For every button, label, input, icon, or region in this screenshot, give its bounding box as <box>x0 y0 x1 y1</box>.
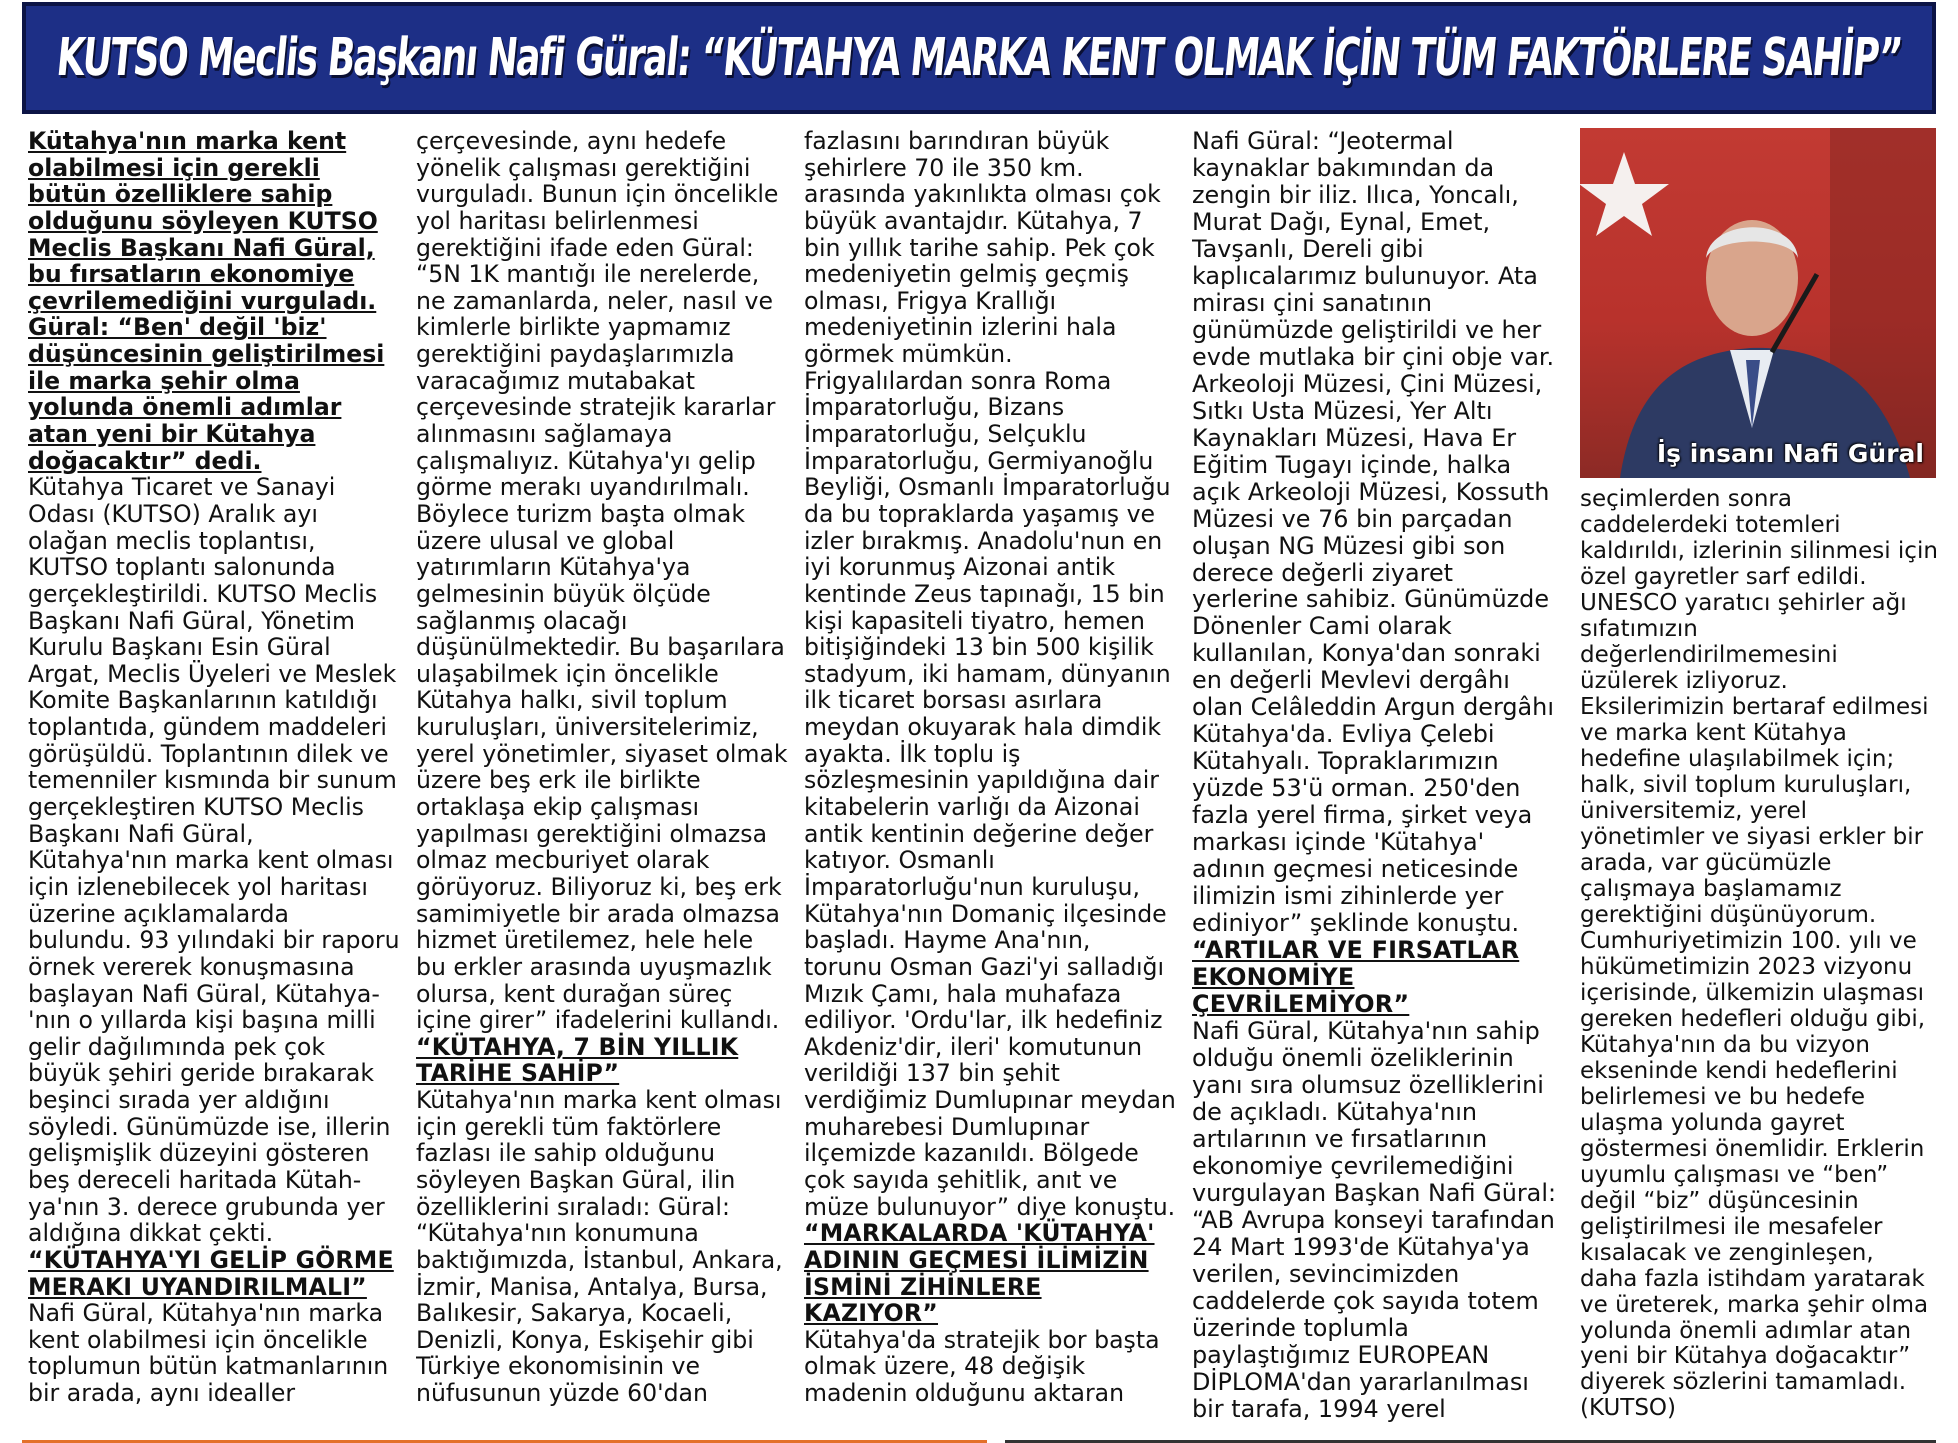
photo-caption: İş insanı Nafi Güral <box>1656 439 1924 468</box>
article-paragraph: Kütahya'da stratejik bor başta olmak üzere, 48 değişik madenin olduğunu aktaran <box>804 1325 1160 1408</box>
photo-illustration <box>1580 128 1936 478</box>
headline-banner <box>22 2 1936 114</box>
article-column-2 <box>416 128 788 1424</box>
flag-star-icon <box>1580 152 1669 236</box>
article-lead: Kütahya'nın marka kent olabilmesi için gerekli bütün özelliklere sahip olduğunu söyleyen KUTSO Meclis Başkanı Nafi Güral, bu fırsatların ekonomiye çevrilemediğini vurguladı. Güral: “Ben' değil 'biz' düşüncesinin geliştirilmesi ile marka şehir olma yolunda önemli adımlar atan yeni bir Kütahya doğacaktır” dedi. <box>28 128 385 475</box>
section-subheading: “KÜTAHYA, 7 BİN YILLIK TARİHE SAHİP” <box>416 1032 739 1088</box>
article-column-4 <box>1192 128 1564 1424</box>
article-column-1 <box>28 128 400 1424</box>
article-column-5 <box>1580 486 1938 1424</box>
section-subheading: “MARKALARDA 'KÜTAHYA' ADININ GEÇMESİ İLİMİZİN İSMİNİ ZİHİNLERE KAZIYOR” <box>804 1219 1155 1328</box>
headline: KUTSO Meclis Başkanı Nafi Güral: “KÜTAHYA MARKA KENT OLMAK İÇİN TÜM FAKTÖRLERE SAHİP” <box>54 28 1904 88</box>
section-subheading: “KÜTAHYA'YI GELİP GÖRME MERAKI UYANDIRILMALI” <box>28 1245 394 1301</box>
article-paragraph: fazlasını barındıran büyük şehirlere 70 ile 350 km. arasında yakınlıkta olması çok büyük avantajdır. Kütahya, 7 bin yıllık tarihe sahip. Pek çok medeniyetin gelmiş geçmiş olması, Frigya Krallığı medeniyetinin izlerini hala görmek mümkün. Frigyalılardan sonra Roma İmparatorluğu, Bizans İmparatorluğu, Selçuklu İmparatorluğu, Germiyanoğlu Beyliği, Osmanlı İmparatorluğu da bu topraklarda yaşamış ve izler bırakmış. Anadolu'nun en iyi korunmuş Aizonai antik kentinde Zeus tapınağı, 15 bin kişi kapasiteli tiyatro, hemen bitişiğindeki 13 bin 500 kişilik stadyum, iki hamam, dünyanın ilk ticaret borsası asırlara meydan okuyarak hala dimdik ayakta. İlk toplu iş sözleşmesinin yapıldığına dair kitabelerin varlığı da Aizonai antik kentinin değerine değer katıyor. Osmanlı İmparatorluğu'nun kuruluşu, Kütahya'nın Domaniç ilçesinde başladı. Hayme Ana'nın, torunu Osman Gazi'yi salladığı Mızık Çamı, hala muhafaza ediliyor. 'Ordu'lar, ilk hedefiniz Akdeniz'dir, ileri' komutunun verildiği 137 bin şehit verdiğimiz Dumlupınar meydan muharebesi Dumlupınar ilçemizde kazanıldı. Bölgede çok sayıda şehitlik, anıt ve müze bulunuyor” diye konuştu. <box>804 128 1176 1221</box>
article-paragraph: Kütahya'nın marka kent olması için gerekli tüm faktörlere fazlası ile sahip olduğunu söyleyen Başkan Güral, ilin özelliklerini sıraladı: Güral: “Kütahya'nın konumuna baktığımızda, İstanbul, Ankara, İzmir, Manisa, Antalya, Bursa, Balıkesir, Sakarya, Kocaeli, Denizli, Konya, Eskişehir gibi Türkiye ekonomisinin ve nüfusunun yüzde 60'dan <box>416 1086 783 1408</box>
section-subheading: “ARTILAR VE FIRSATLAR EKONOMİYE ÇEVRİLEMİYOR” <box>1192 936 1520 1018</box>
article-column-3 <box>804 128 1176 1424</box>
portrait-photo <box>1580 128 1936 478</box>
article-paragraph: Nafi Güral: “Jeotermal kaynaklar bakımından da zengin bir iliz. Ilıca, Yoncalı, Murat Dağı, Eynal, Emet, Tavşanlı, Dereli gibi kaplıcalarımız bulunuyor. Ata mirası çini sanatının günümüzde geliştirildi ve her evde mutlaka bir çini obje var. Arkeoloji Müzesi, Çini Müzesi, Sıtkı Usta Müzesi, Yer Altı Kaynakları Müzesi, Hava Er Eğitim Tugayı içinde, halka açık Arkeoloji Müzesi, Kossuth Müzesi ve 76 bin parçadan oluşan NG Müzesi gibi son derece değerli ziyaret yerlerine sahibiz. Günümüzde Dönenler Cami olarak kullanılan, Konya'dan sonraki en değerli Mevlevi dergâhı olan Celâleddin Argun dergâhı Kütahya'da. Evliya Çelebi Kütahyalı. Topraklarımızın yüzde 53'ü orman. 250'den fazla yerel firma, şirket veya markası içinde 'Kütahya' adının geçmesi neticesinde ilimizin ismi zihinlerde yer ediniyor” şeklinde konuştu. <box>1192 128 1555 938</box>
article-paragraph: Nafi Güral, Kütahya'nın sahip olduğu önemli özeliklerinin yanı sıra olumsuz özelliklerini de açıkladı. Kütahya'nın artılarının ve fırsatlarının ekonomiye çevrilemediğini vurgulayan Başkan Nafi Güral: “AB Avrupa konseyi tarafından 24 Mart 1993'de Kütahya'ya verilen, sevincimizden caddelerde çok sayıda totem üzerinde toplumla paylaştığımız EUROPEAN DİPLOMA'dan yararlanılması bir tarafa, 1994 yerel <box>1192 1016 1557 1423</box>
article-paragraph: Nafi Güral, Kütahya'nın marka kent olabilmesi için öncelikle toplumun bütün katmanlarının bir arada, aynı idealler <box>28 1299 389 1408</box>
article-paragraph: Kütahya Ticaret ve Sanayi Odası (KUTSO) Aralık ayı olağan meclis toplantısı, KUTSO toplantı salonunda gerçekleştirildi. KUTSO Meclis Başkanı Nafi Güral, Yönetim Kurulu Başkanı Esin Güral Argat, Meclis Üyeleri ve Meslek Komite Başkanlarının katıldığı toplantıda, gündem maddeleri görüşüldü. Toplantının dilek ve temenniler kısmında bir sunum gerçekleştiren KUTSO Meclis Başkanı Nafi Güral, Kütahya'nın marka kent olması için izlenebilecek yol haritası üzerine açıklamalarda bulundu. 93 yılındaki bir raporu örnek vererek konuşmasına başlayan Nafi Güral, Kütahya-'nın o yıllarda kişi başına milli gelir dağılımında pek çok büyük şehiri geride bırakarak beşinci sırada yer aldığını söyledi. Günümüzde ise, illerin gelişmişlik düzeyini gösteren beş dereceli haritada Kütah-ya'nın 3. derece grubunda yer aldığına dikkat çekti. <box>28 473 400 1248</box>
article-paragraph: seçimlerden sonra caddelerdeki totemleri kaldırıldı, izlerinin silinmesi için özel gayretler sarf edildi. UNESCO yaratıcı şehirler ağı sıfatımızın değerlendirilmemesini üzülerek izliyoruz. Eksilerimizin bertaraf edilmesi ve marka kent Kütahya hedefine ulaşılabilmek için; halk, sivil toplum kuruluşları, üniversitemiz, yerel yönetimler ve siyasi erkler bir arada, var gücümüzle çalışmaya başlamamız gerektiğini düşünüyorum. Cumhuriyetimizin 100. yılı ve hükümetimizin 2023 vizyonu içerisinde, ülkemizin ulaşması gereken hedefleri olduğu gibi, Kütahya'nın da bu vizyon ekseninde kendi hedeflerini belirlemesi ve bu hedefe ulaşma yolunda gayret göstermesi önemlidir. Erklerin uyumlu çalışması ve “ben” değil “biz” düşüncesinin geliştirilmesi ile mesafeler kısalacak ve zenginleşen, daha fazla istihdam yaratarak ve üreterek, marka şehir olma yolunda önemli adımlar atan yeni bir Kütahya doğacaktır” diyerek sözlerini tamamladı. (KUTSO) <box>1580 486 1938 1422</box>
article-paragraph: çerçevesinde, aynı hedefe yönelik çalışması gerektiğini vurguladı. Bunun için öncelikle yol haritası belirlenmesi gerektiğini ifade eden Güral: “5N 1K mantığı ile nerelerde, ne zamanlarda, neler, nasıl ve kimlerle birlikte yapmamız gerektiğini paydaşlarımızla varacağımız mutabakat çerçevesinde stratejik kararlar alınmasını sağlamaya çalışmalıyız. Kütahya'yı gelip görme merakı uyandırılmalı. Böylece turizm başta olmak üzere ulusal ve global yatırımların Kütahya'ya gelmesinin büyük ölçüde sağlanmış olacağı düşünülmektedir. Bu başarılara ulaşabilmek için öncelikle Kütahya halkı, sivil toplum kuruluşları, üniversitelerimiz, yerel yönetimler, siyaset olmak üzere beş erk ile birlikte ortaklaşa ekip çalışması yapılması gerektiğini olmazsa olmaz mecburiyet olarak görüyoruz. Biliyoruz ki, beş erk samimiyetle bir arada olmazsa hizmet üretilemez, hele hele bu erkler arasında uyuşmazlık olursa, kent durağan süreç içine girer” ifadelerini kullandı. <box>416 128 788 1035</box>
